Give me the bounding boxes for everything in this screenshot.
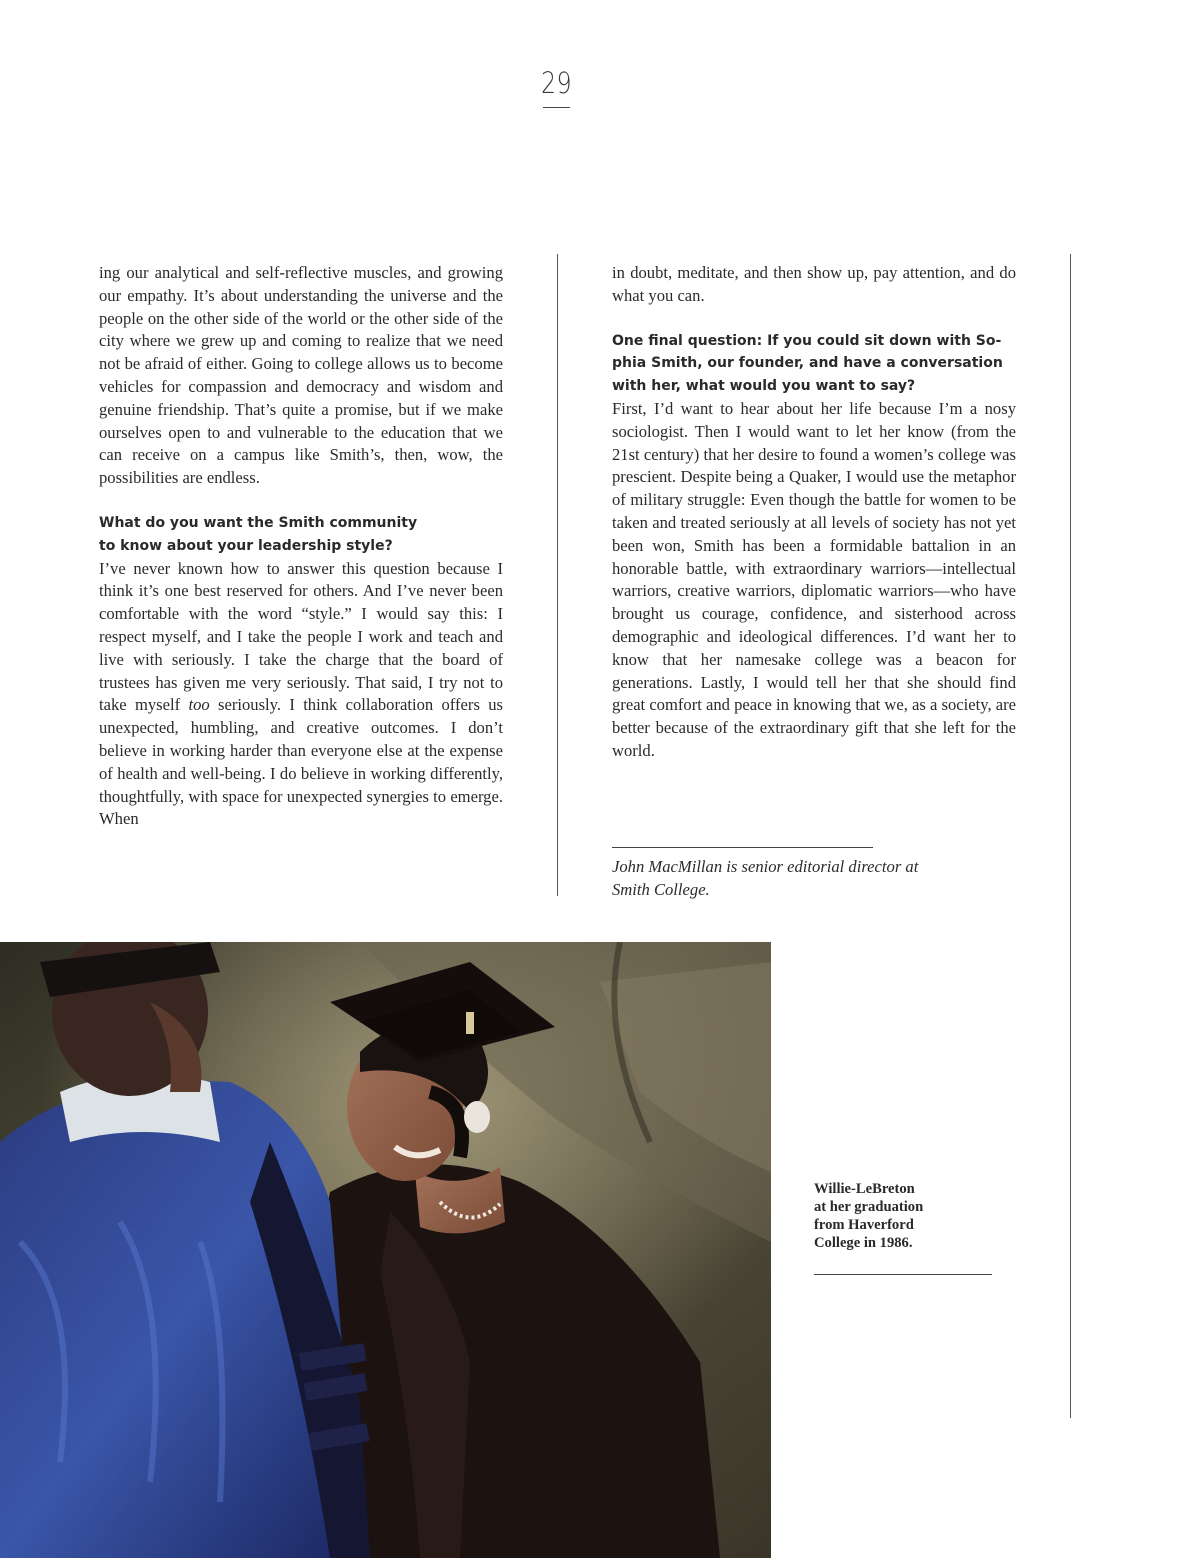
author-note-line-1: John MacMillan is senior editorial director at — [612, 857, 919, 876]
caption-line-1: Willie-LeBreton — [814, 1181, 915, 1197]
caption-line-2: at her graduation — [814, 1199, 924, 1215]
right-question — [612, 330, 1016, 398]
caption-rule — [814, 1274, 992, 1275]
right-answer: First, I’d want to hear about her life because I’m a nosy sociologist. Then I would want to let her know (from the 21st century) that her desire to found a women’s college was prescient. Despite being a Quaker, I would use the metaphor of military struggle: Even though the battle for women to be taken and treated seriously at all levels of society has not yet been won, Smith has been a formidable battalion in an honorable battle, with extraordinary warriors—intellectual warriors, creative warriors, diplomatic warriors—who have brought us courage, confidence, and sisterhood across demographic and ideological differences. I’d want her to know that her namesake college was a beacon for generations. Lastly, I would tell her that she should find great comfort and peace in knowing that we, as a society, are better because of the extraordinary gift that she left for the world. — [612, 398, 1016, 760]
right-column — [612, 262, 1016, 763]
emphasis-too: too — [188, 695, 210, 715]
left-paragraph-1: ing our analytical and self-reflective muscles, and growing our empathy. It’s about understanding the universe and the people on the other side of the world or the other side of the city where we grew up and coming to realize that we need not be afraid of either. Going to college allows us to become vehicles for compassion and democracy and wisdom and genuine friendship. That’s quite a promise, but if we make ourselves open to and vulnerable to the education that we can receive on a campus like Smith’s, then, wow, the possibilities are endless. — [99, 263, 503, 488]
graduation-photo — [0, 942, 771, 1558]
column-divider — [557, 254, 558, 896]
left-question — [99, 512, 503, 558]
caption-line-3: from Haverford — [814, 1217, 914, 1233]
left-question-line-1: What do you want the Smith community — [99, 514, 418, 531]
right-question-line-1: One final question: If you could sit down with So- — [612, 332, 1002, 349]
author-note — [612, 856, 992, 902]
right-paragraph-1: in doubt, meditate, and then show up, pay attention, and do what you can. — [612, 263, 1016, 305]
caption-line-4: College in 1986. — [814, 1235, 913, 1251]
page-number: 29 — [540, 66, 573, 100]
right-question-line-3: with her, what would you want to say? — [612, 378, 916, 395]
author-note-rule — [612, 847, 873, 848]
left-answer: I’ve never known how to answer this question because I think it’s one best reserved for others. And I’ve never been comfortable with the word “style.” I would say this: I respect myself, and I take the people I work and teach and live with seriously. I take the charge that the board of trustees has given me very seriously. That said, I try not to take myself too seriously. I think collaboration offers us unexpected, humbling, and creative outcomes. I don’t believe in working harder than everyone else at the expense of health and well-being. I do believe in working differently, thoughtfully, with space for unexpected synergies to emerge. When — [99, 558, 503, 829]
right-margin-rule — [1070, 254, 1071, 1418]
right-question-line-2: phia Smith, our founder, and have a conversation — [612, 355, 1003, 372]
page-number-rule — [543, 107, 570, 108]
left-column — [99, 262, 503, 831]
photo-caption — [814, 1180, 984, 1252]
author-note-line-2: Smith College. — [612, 879, 710, 899]
left-question-line-2: to know about your leadership style? — [99, 537, 393, 554]
